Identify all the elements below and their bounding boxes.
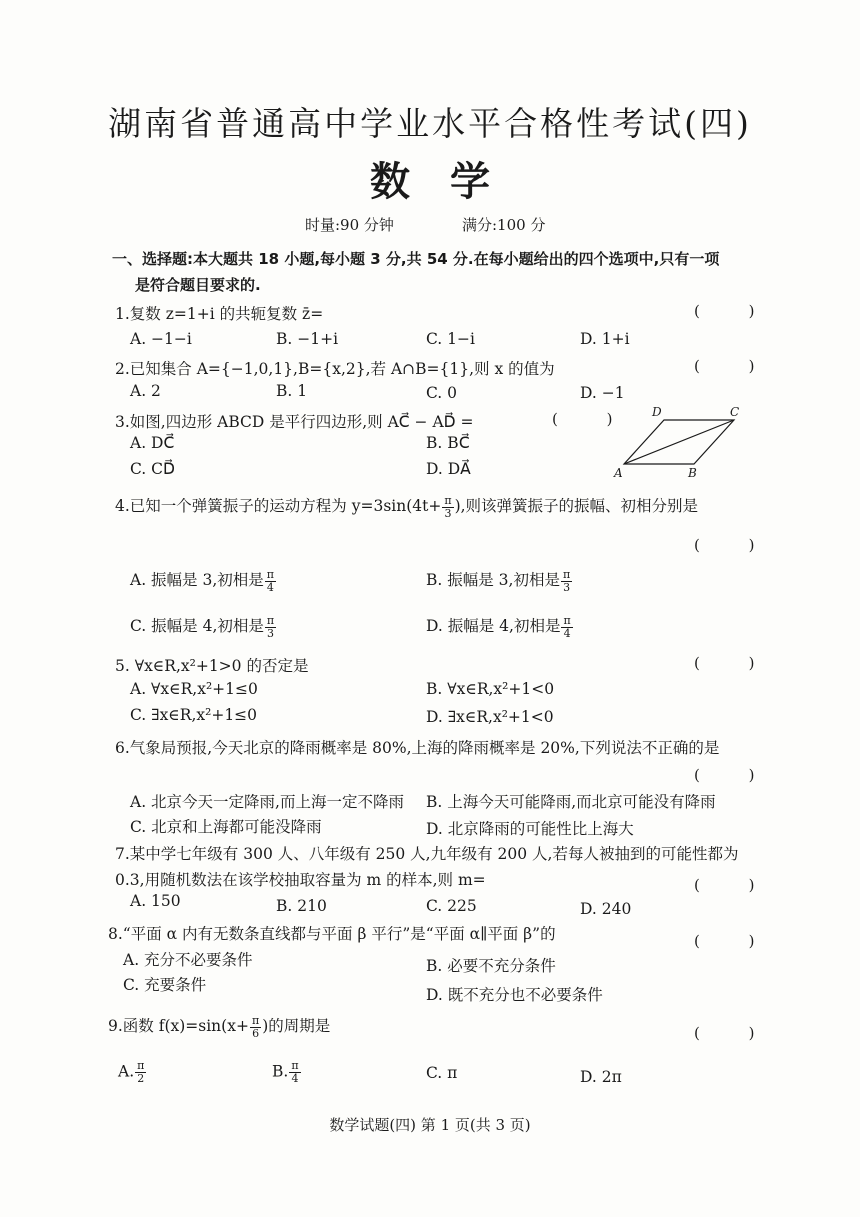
option-c: C. 0 xyxy=(426,384,458,402)
question-4-stem xyxy=(115,494,698,520)
option-b: B. −1+i xyxy=(276,330,339,348)
option-b: B. 必要不充分条件 xyxy=(426,957,556,975)
diagonal-ac xyxy=(624,420,734,464)
option-text: B. 振幅是 3,初相是 xyxy=(426,571,560,589)
exam-title: 湖南省普通高中学业水平合格性考试(四) xyxy=(108,104,752,143)
fraction xyxy=(442,495,453,520)
section-heading-line2: 是符合题目要求的. xyxy=(135,276,261,294)
answer-blank: ( ) xyxy=(694,876,777,894)
question-2-stem: 2.已知集合 A={−1,0,1},B={x,2},若 A∩B={1},则 x 的值为 xyxy=(115,360,555,378)
question-8-stem: 8.“平面 α 内有无数条直线都与平面 β 平行”是“平面 α∥平面 β”的 xyxy=(108,925,556,943)
vertex-label-c: C xyxy=(730,406,740,419)
page-footer: 数学试题(四) 第 1 页(共 3 页) xyxy=(329,1116,531,1134)
numerator: π xyxy=(266,613,275,627)
answer-blank: ( ) xyxy=(694,766,777,784)
option-c: C. 1−i xyxy=(426,330,475,348)
stem-text: ),则该弹簧振子的振幅、初相分别是 xyxy=(454,497,699,515)
answer-blank: ( ) xyxy=(694,654,777,672)
denominator: 3 xyxy=(267,626,274,640)
answer-blank: ( ) xyxy=(694,302,777,320)
vertex-label-d: D xyxy=(652,406,662,419)
stem-text: )的周期是 xyxy=(262,1017,331,1035)
fraction xyxy=(561,615,572,640)
question-7-stem-line1: 7.某中学七年级有 300 人、八年级有 250 人,九年级有 200 人,若每人被抽到的可能性都为 xyxy=(115,845,739,863)
answer-blank: ( ) xyxy=(694,536,777,554)
option-text: A. xyxy=(118,1062,135,1081)
option-a: A. ∀x∈R,x²+1≤0 xyxy=(130,680,258,698)
question-1-stem: 1.复数 z=1+i 的共轭复数 z̄= xyxy=(115,305,324,323)
option-d: D. −1 xyxy=(580,384,625,402)
fraction xyxy=(135,1060,146,1085)
option-a: A. 北京今天一定降雨,而上海一定不降雨 xyxy=(130,793,404,811)
option-d: D. 北京降雨的可能性比上海大 xyxy=(426,820,634,838)
denominator: 4 xyxy=(563,626,571,640)
question-3-stem: 3.如图,四边形 ABCD 是平行四边形,则 AC⃗ − AD⃗ = xyxy=(115,413,474,431)
option-d: D. 240 xyxy=(580,900,632,918)
numerator: π xyxy=(562,567,571,581)
option-text: C. 振幅是 4,初相是 xyxy=(130,617,264,635)
question-7-stem-line2: 0.3,用随机数法在该学校抽取容量为 m 的样本,则 m= xyxy=(115,871,486,889)
option-d xyxy=(426,614,574,640)
answer-blank: ( ) xyxy=(694,357,777,375)
section-heading-line1: 一、选择题:本大题共 18 小题,每小题 3 分,共 54 分.在每小题给出的四个选项中,只有一项 xyxy=(112,250,720,268)
numerator: π xyxy=(291,1059,299,1072)
option-d: D. DA⃗ xyxy=(426,460,471,478)
option-a: A. 充分不必要条件 xyxy=(123,951,253,969)
fraction xyxy=(265,615,276,640)
option-b: B. BC⃗ xyxy=(426,434,470,452)
option-c: C. 充要条件 xyxy=(123,976,207,994)
time-limit: 时量:90 分钟 xyxy=(305,216,394,234)
fraction xyxy=(265,569,276,594)
option-c: C. ∃x∈R,x²+1≤0 xyxy=(130,706,258,724)
question-5-stem: 5. ∀x∈R,x²+1>0 的否定是 xyxy=(115,657,309,675)
option-c: C. CD⃗ xyxy=(130,460,175,478)
question-6-stem: 6.气象局预报,今天北京的降雨概率是 80%,上海的降雨概率是 20%,下列说法不正确的是 xyxy=(115,739,720,757)
option-a: A. 2 xyxy=(130,382,161,400)
option-a: A. −1−i xyxy=(130,330,192,348)
option-text: B. xyxy=(272,1062,289,1081)
numerator: π xyxy=(266,567,274,581)
option-b xyxy=(426,568,573,594)
option-text: A. 振幅是 3,初相是 xyxy=(130,571,264,589)
answer-blank: ( ) xyxy=(694,1024,777,1042)
option-b: B. 上海今天可能降雨,而北京可能没有降雨 xyxy=(426,793,716,811)
option-d: D. 2π xyxy=(580,1068,622,1086)
option-c: C. 北京和上海都可能没降雨 xyxy=(130,818,322,836)
option-c: C. 225 xyxy=(426,897,477,915)
answer-blank: ( ) xyxy=(694,932,777,950)
option-a xyxy=(118,1060,147,1085)
numerator: π xyxy=(137,1059,145,1072)
denominator: 3 xyxy=(563,580,571,594)
numerator: π xyxy=(444,493,452,507)
option-c xyxy=(130,614,277,640)
parallelogram-figure xyxy=(608,406,748,480)
option-a: A. 150 xyxy=(130,892,181,910)
denominator: 2 xyxy=(137,1072,145,1085)
denominator: 4 xyxy=(291,1072,299,1085)
question-9-stem xyxy=(108,1014,330,1040)
full-score: 满分:100 分 xyxy=(462,216,546,234)
option-b: B. 1 xyxy=(276,382,308,400)
option-b: B. 210 xyxy=(276,897,327,915)
option-a xyxy=(130,568,277,594)
option-b: B. ∀x∈R,x²+1<0 xyxy=(426,680,555,698)
answer-blank: ( ) xyxy=(552,410,635,428)
option-d: D. ∃x∈R,x²+1<0 xyxy=(426,708,554,726)
fraction xyxy=(250,1015,261,1040)
option-c: C. π xyxy=(426,1064,458,1082)
denominator: 4 xyxy=(266,580,274,594)
numerator: π xyxy=(251,1013,260,1027)
denominator: 3 xyxy=(444,506,452,520)
denominator: 6 xyxy=(252,1026,260,1040)
vertex-label-b: B xyxy=(688,466,697,480)
option-d: D. 既不充分也不必要条件 xyxy=(426,986,603,1004)
fraction xyxy=(289,1060,300,1085)
option-d: D. 1+i xyxy=(580,330,630,348)
fraction xyxy=(561,569,572,594)
option-text: D. 振幅是 4,初相是 xyxy=(426,617,561,635)
stem-text: 9.函数 f(x)=sin(x+ xyxy=(108,1017,249,1035)
numerator: π xyxy=(563,613,571,627)
option-b xyxy=(272,1060,302,1085)
option-a: A. DC⃗ xyxy=(130,434,175,452)
vertex-label-a: A xyxy=(614,466,623,480)
subject-title: 数学 xyxy=(370,159,530,205)
stem-text: 4.已知一个弹簧振子的运动方程为 y=3sin(4t+ xyxy=(115,497,442,515)
